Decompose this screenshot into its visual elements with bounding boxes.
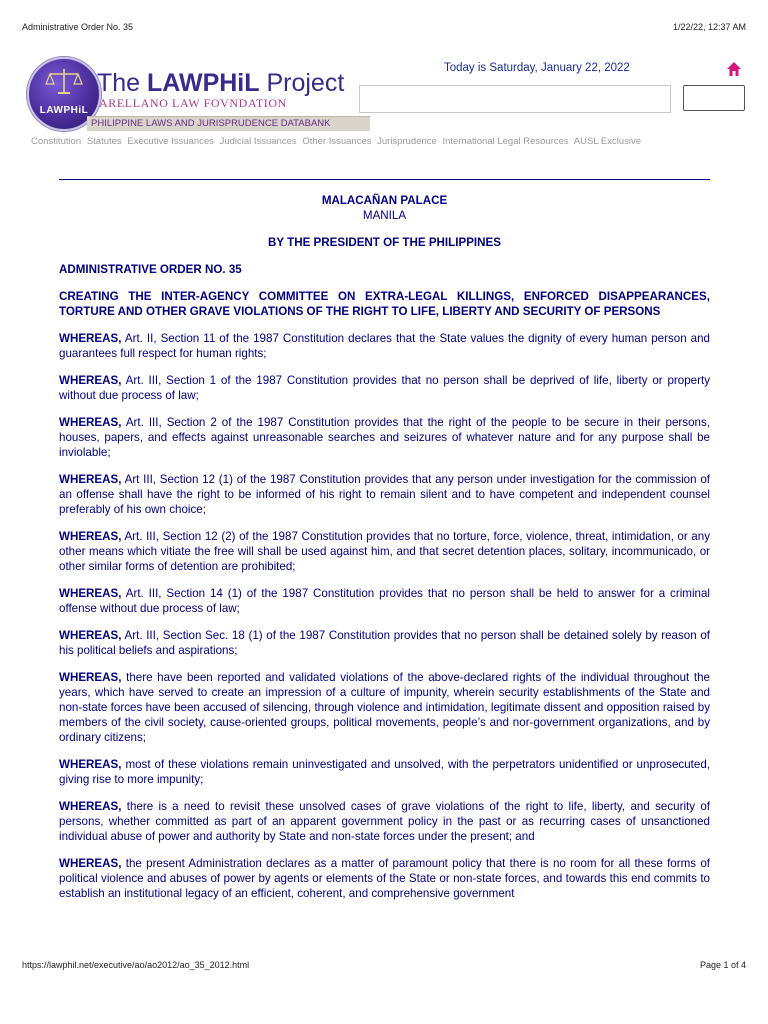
scales-of-justice-icon xyxy=(45,67,83,95)
whereas-paragraph xyxy=(59,670,710,745)
whereas-paragraph xyxy=(59,373,710,403)
page-number: Page 1 of 4 xyxy=(699,960,746,970)
site-banner[interactable] xyxy=(25,55,345,135)
nav-constitution[interactable]: Constitution xyxy=(31,136,82,147)
whereas-text: Art. III, Section Sec. 18 (1) of the 1987 Constitution provides that no person shall be detained solely by reason of his political beliefs and aspirations; xyxy=(59,629,710,657)
whereas-text: Art. III, Section 2 of the 1987 Constitution provides that the right of the people to be secure in their persons, houses, papers, and effects against unreasonable searches and seizures of whatever nature and for any purpose shall be inviolable; xyxy=(59,416,710,459)
whereas-paragraph xyxy=(59,628,710,658)
site-title-suffix: Project xyxy=(259,69,345,97)
whereas-paragraph xyxy=(59,529,710,574)
whereas-text: Art. III, Section 14 (1) of the 1987 Constitution provides that no person shall be held to answer for a criminal offense without due process of law; xyxy=(59,587,710,615)
whereas-text: the present Administration declares as a matter of paramount policy that there is no room for all these forms of political violence and abuses of power by agents or elements of the State or non-state forces, and towards this end commits to establish an institutional legacy of an efficient, coherent, and comprehensive government xyxy=(59,857,710,900)
today-date: Today is Saturday, January 22, 2022 xyxy=(444,62,630,74)
whereas-lead: WHEREAS, xyxy=(59,416,122,429)
print-title: Administrative Order No. 35 xyxy=(22,22,134,32)
whereas-lead: WHEREAS, xyxy=(59,800,122,813)
whereas-text: Art. III, Section 12 (2) of the 1987 Constitution provides that no torture, force, violence, threat, intimidation, or any other means which vitiate the free will shall be used against him, and that secret detention places, solitary, incommunicado, or other similar forms of detention are prohibited; xyxy=(59,530,710,573)
site-title xyxy=(97,69,344,98)
print-datetime: 1/22/22, 12:37 AM xyxy=(672,22,746,32)
nav-jurisprudence[interactable]: Jurisprudence xyxy=(377,136,437,147)
site-subtitle: ARELLANO LAW FOVNDATION xyxy=(99,96,287,110)
site-title-prefix: The xyxy=(97,69,148,97)
nav-ausl-exclusive[interactable]: AUSL Exclusive xyxy=(573,136,642,147)
whereas-text: Art. III, Section 1 of the 1987 Constitution provides that no person shall be deprived of life, liberty or property without due process of law; xyxy=(59,374,710,402)
main-nav xyxy=(31,136,644,147)
whereas-paragraph xyxy=(59,415,710,460)
whereas-lead: WHEREAS, xyxy=(59,629,122,642)
whereas-lead: WHEREAS, xyxy=(59,473,122,486)
whereas-lead: WHEREAS, xyxy=(59,758,122,771)
whereas-lead: WHEREAS, xyxy=(59,530,122,543)
whereas-paragraph xyxy=(59,757,710,787)
whereas-lead: WHEREAS, xyxy=(59,374,122,387)
databank-strip xyxy=(87,116,370,131)
whereas-text: there have been reported and validated violations of the above-declared rights of the individual throughout the years, which have served to create an impression of a culture of impunity, wherein security establishments of the State and non-state forces have been accused of silencing, through violence and intimidation, legitimate dissent and opposition raised by members of the civil society, cause-oriented groups, political movements, people’s and nor-government organizations, and by ordinary citizens; xyxy=(59,671,710,744)
whereas-paragraph xyxy=(59,331,710,361)
nav-statutes[interactable]: Statutes xyxy=(86,136,122,147)
whereas-clauses xyxy=(59,331,710,901)
whereas-text: Art III, Section 12 (1) of the 1987 Constitution provides that any person under investigation for the commission of an offense shall have the right to be informed of his right to remain silent and to have competent and independent counsel preferably of his own choice; xyxy=(59,473,710,516)
issuing-authority: BY THE PRESIDENT OF THE PHILIPPINES xyxy=(268,236,501,249)
logo-label: LAWPHiL xyxy=(39,105,89,116)
whereas-paragraph xyxy=(59,586,710,616)
whereas-text: there is a need to revisit these unsolved cases of grave violations of the right to life, liberty, and security of persons, whether committed as part of an apparent government policy in the past or as recurring cases of unsanctioned individual abuse of power and authority by State and non-state forces under the present; and xyxy=(59,800,710,843)
databank-label: PHILIPPINE LAWS AND JURISPRUDENCE DATABANK xyxy=(91,118,331,129)
home-icon[interactable] xyxy=(726,61,742,77)
issuing-city: MANILA xyxy=(362,209,407,222)
order-number: ADMINISTRATIVE ORDER NO. 35 xyxy=(59,263,242,276)
nav-international-legal-resources[interactable]: International Legal Resources xyxy=(442,136,569,147)
nav-judicial-issuances[interactable]: Judicial Issuances xyxy=(219,136,297,147)
nav-other-issuances[interactable]: Other Issuances xyxy=(302,136,372,147)
whereas-paragraph xyxy=(59,856,710,901)
search-button[interactable] xyxy=(683,85,745,111)
page-url: https://lawphil.net/executive/ao/ao2012/ao_35_2012.html xyxy=(22,960,250,970)
whereas-lead: WHEREAS, xyxy=(59,587,122,600)
whereas-paragraph xyxy=(59,799,710,844)
search-input[interactable] xyxy=(359,85,671,113)
whereas-text: most of these violations remain uninvestigated and unsolved, with the perpetrators unidentified or unprosecuted, giving rise to more impunity; xyxy=(59,758,710,786)
site-title-brand: LAWPHiL xyxy=(147,69,260,97)
whereas-lead: WHEREAS, xyxy=(59,671,122,684)
header-divider xyxy=(59,179,710,180)
order-title: CREATING THE INTER-AGENCY COMMITTEE ON EXTRA-LEGAL KILLINGS, ENFORCED DISAPPEARANCES, TORTURE AND OTHER GRAVE VIOLATIONS OF THE RIGHT TO LIFE, LIBERTY AND SECURITY OF PERSONS xyxy=(59,290,710,318)
issuing-office: MALACAÑAN PALACE xyxy=(321,194,448,207)
whereas-text: Art. II, Section 11 of the 1987 Constitution declares that the State values the dignity of every human person and guarantees full respect for human rights; xyxy=(59,332,710,360)
nav-executive-issuances[interactable]: Executive Issuances xyxy=(127,136,214,147)
whereas-lead: WHEREAS, xyxy=(59,332,122,345)
document-body xyxy=(59,193,710,913)
whereas-paragraph xyxy=(59,472,710,517)
whereas-lead: WHEREAS, xyxy=(59,857,122,870)
